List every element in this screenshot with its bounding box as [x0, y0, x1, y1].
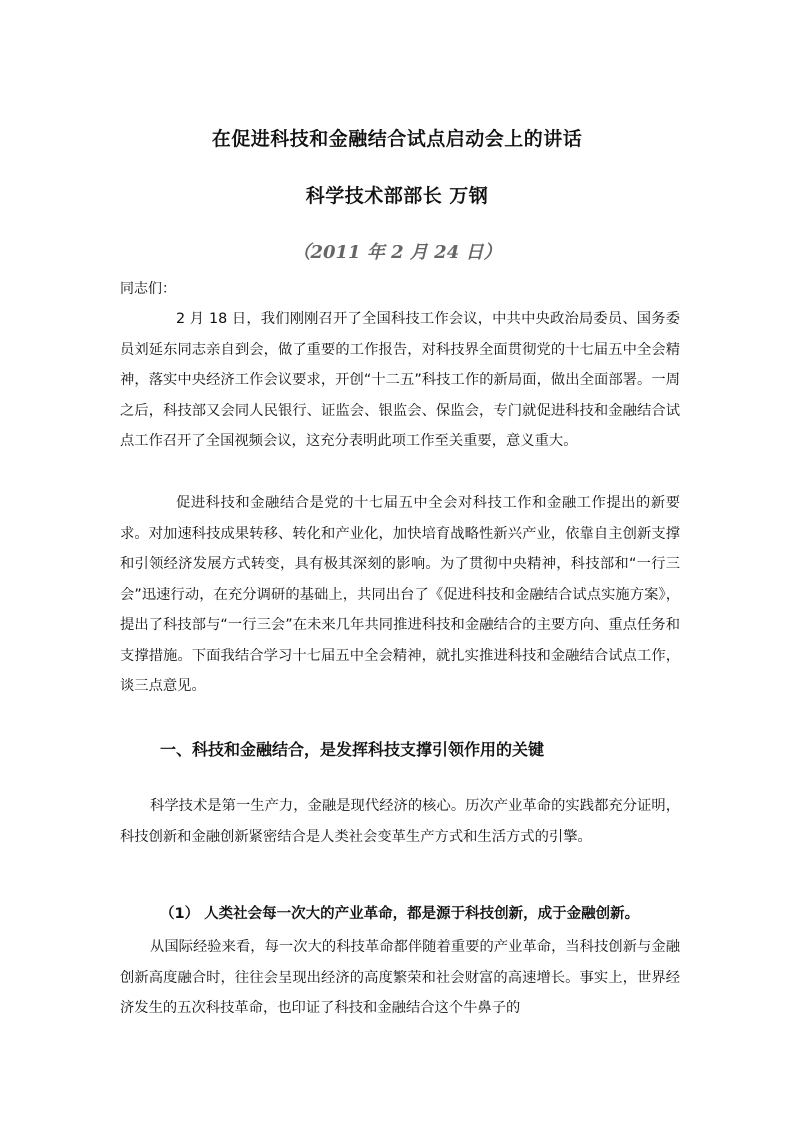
section-paragraph: 科学技术是第一生产力，金融是现代经济的核心。历次产业革命的实践都充分证明，科技创新和金融创新紧密结合是人类社会变革生产方式和生活方式的引擎。: [120, 798, 680, 845]
section-heading-1: 一、科技和金融结合，是发挥科技支撑引领作用的关键: [160, 740, 545, 759]
sub-paragraph: 从国际经验来看，每一次大的科技革命都伴随着重要的产业革命，当科技创新与金融创新高度融合时，往往会呈现出经济的高度繁荣和社会财富的高速增长。事实上，世界经济发生的五次科技革命，也印证了科技和金融结合这个牛鼻子的: [120, 939, 680, 1016]
body-paragraph-1: 2 月 18 日，我们刚刚召开了全国科技工作会议，中共中央政治局委员、国务委员刘延东同志亲自到会，做了重要的工作报告，对科技界全面贯彻党的十七届五中全会精神，落实中央经济工作会议要求，开创“十二五”科技工作的新局面，做出全面部署。一周之后，科技部又会同人民银行、证监会、银监会、保监会，专门就促进科技和金融结合试点工作召开了全国视频会议，这充分表明此项工作至关重要，意义重大。: [120, 311, 680, 449]
speech-date: （2011 年 2 月 24 日）: [292, 242, 502, 263]
salutation: 同志们：: [120, 281, 176, 297]
speaker-line: 科学技术部部长 万钢: [305, 185, 489, 207]
sub-heading-1: （1） 人类社会每一次大的产业革命，都是源于科技创新，成于金融创新。: [160, 906, 640, 922]
body-paragraph-2: 促进科技和金融结合是党的十七届五中全会对科技工作和金融工作提出的新要求。对加速科技成果转移、转化和产业化，加快培育战略性新兴产业，依靠自主创新支撑和引领经济发展方式转变，具有极其深刻的影响。为了贯彻中央精神，科技部和“一行三会”迅速行动，在充分调研的基础上，共同出台了《促进科技和金融结合试点实施方案》，提出了科技部与“一行三会”在未来几年共同推进科技和金融结合的主要方向、重点任务和支撑措施。下面我结合学习十七届五中全会精神，就扎实推进科技和金融结合试点工作，谈三点意见。: [120, 495, 680, 694]
document-title: 在促进科技和金融结合试点启动会上的讲话: [211, 128, 583, 150]
